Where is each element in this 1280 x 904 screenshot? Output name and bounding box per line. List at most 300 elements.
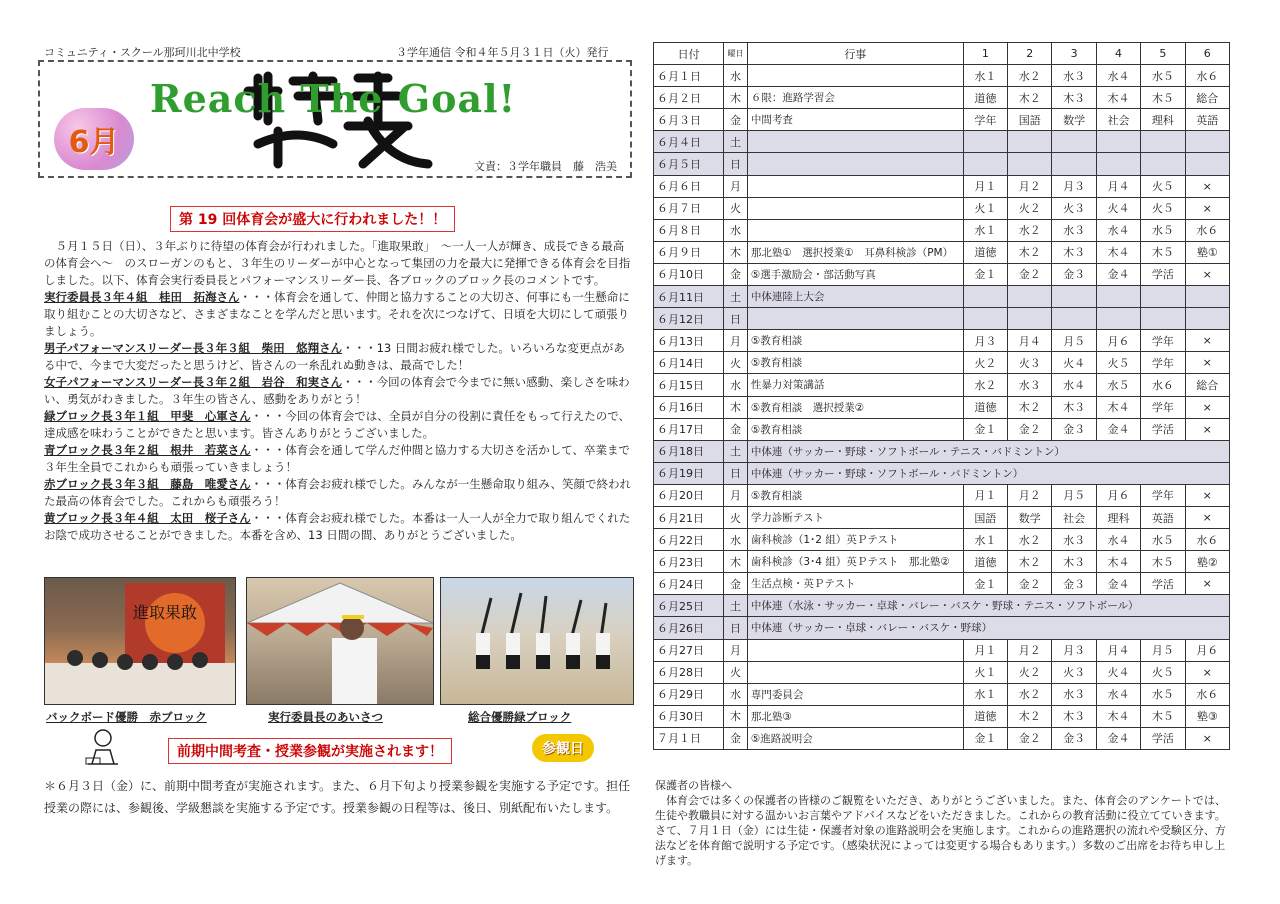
cell-period-4: 木４ [1096, 705, 1140, 727]
col-header-period-2: 2 [1008, 43, 1052, 65]
table-row [654, 352, 1230, 374]
cell-period-3: 月３ [1052, 175, 1096, 197]
cell-day: 火 [724, 506, 748, 528]
cell-date: ６月26日 [654, 617, 724, 639]
cell-period-3: 金３ [1052, 418, 1096, 440]
cell-period-4: 社会 [1096, 109, 1140, 131]
comment-name: 黄ブロック長３年４組 太田 桜子さん [44, 511, 251, 525]
cell-day: 火 [724, 197, 748, 219]
col-header-period-4: 4 [1096, 43, 1140, 65]
cell-period-2: 木２ [1008, 551, 1052, 573]
table-row [654, 109, 1230, 131]
cell-period-1: 道徳 [963, 241, 1007, 263]
cell-period-3: 月５ [1052, 484, 1096, 506]
cell-period-6: 英語 [1185, 109, 1229, 131]
comment-item [44, 442, 634, 476]
table-row [654, 617, 1230, 639]
cell-period-4: 金４ [1096, 573, 1140, 595]
cell-date: ６月５日 [654, 153, 724, 175]
cell-period-5: 木５ [1141, 705, 1185, 727]
student-studying-icon [80, 724, 126, 768]
month-label: 6月 [68, 125, 120, 160]
article-heading-exam: 前期中間考査・授業参観が実施されます！ [168, 738, 452, 764]
cell-date: ７月１日 [654, 727, 724, 749]
cell-period-6: × [1185, 352, 1229, 374]
cell-period-4: 火４ [1096, 661, 1140, 683]
cell-period-1: 水１ [963, 529, 1007, 551]
comment-text: ・・・体育会お疲れ様でした。本番は一人一人が全力で取り組んでくれたお陰で成功させることができました。本番を含め、13 日間の間、ありがとうございました。 [44, 511, 631, 542]
cell-event [747, 308, 963, 330]
table-row [654, 462, 1230, 484]
comment-name: 女子パフォーマンスリーダー長３年２組 岩谷 和実さん [44, 375, 343, 389]
article-body-exam: ＊６月３日（金）に、前期中間考査が実施されます。また、６月下旬より授業参観を実施する予定です。担任授業の際には、参観後、学級懇談を実施する予定です。授業参観の日程等は、後日、別紙配布いたします。 [44, 779, 631, 815]
cell-day: 日 [724, 153, 748, 175]
cell-period-2: 木２ [1008, 705, 1052, 727]
table-row [654, 705, 1230, 727]
cell-date: ６月28日 [654, 661, 724, 683]
cell-event: 中体連（サッカー・野球・ソフトボール・バドミントン） [747, 462, 1229, 484]
cell-period-2: 月２ [1008, 639, 1052, 661]
cell-period-3: 水３ [1052, 65, 1096, 87]
cell-day: 金 [724, 109, 748, 131]
table-row [654, 506, 1230, 528]
cell-period-2: 木２ [1008, 241, 1052, 263]
cell-period-4 [1096, 308, 1140, 330]
dance-illustration [441, 578, 633, 704]
col-header-period-6: 6 [1185, 43, 1229, 65]
cell-period-3: 数学 [1052, 109, 1096, 131]
comment-item [44, 510, 634, 544]
cell-period-4 [1096, 131, 1140, 153]
cell-event: 中体連（サッカー・卓球・バレー・バスケ・野球） [747, 617, 1229, 639]
cell-period-6 [1185, 131, 1229, 153]
cell-day: 土 [724, 595, 748, 617]
cell-date: ６月９日 [654, 241, 724, 263]
cell-period-2: 数学 [1008, 506, 1052, 528]
cell-date: ６月14日 [654, 352, 724, 374]
cell-day: 水 [724, 219, 748, 241]
cell-period-6: × [1185, 484, 1229, 506]
cell-period-3: 月５ [1052, 330, 1096, 352]
cell-event [747, 219, 963, 241]
cell-period-2: 木２ [1008, 396, 1052, 418]
cell-period-1: 道徳 [963, 705, 1007, 727]
cell-event: ⑤教育相談 [747, 418, 963, 440]
cell-period-2 [1008, 308, 1052, 330]
cell-period-2: 月２ [1008, 175, 1052, 197]
cell-day: 土 [724, 286, 748, 308]
cell-date: ６月15日 [654, 374, 724, 396]
cell-day: 日 [724, 462, 748, 484]
cell-period-1: 水１ [963, 65, 1007, 87]
cell-day: 月 [724, 639, 748, 661]
cell-event: 那北塾① 選択授業① 耳鼻科検診（PM） [747, 241, 963, 263]
cell-period-4: 火５ [1096, 352, 1140, 374]
cell-period-1: 道徳 [963, 396, 1007, 418]
cell-period-2: 金２ [1008, 263, 1052, 285]
cell-date: ６月20日 [654, 484, 724, 506]
cell-period-5 [1141, 153, 1185, 175]
cell-date: ６月３日 [654, 109, 724, 131]
cell-date: ６月８日 [654, 219, 724, 241]
cell-period-4: 金４ [1096, 263, 1140, 285]
cell-day: 木 [724, 241, 748, 263]
cell-period-5: 火５ [1141, 661, 1185, 683]
article-intro: ５月１５日（日）、３年ぶりに待望の体育会が行われました。「進取果敢」 ～一人一人が輝き、成長できる最高の体育会へ～ のスローガンのもと、３年生のリーダーが中心となって集団の力を最大に発揮できる体育会を目指しました。以下、体育会実行委員長とパフォーマンスリーダー長、各ブロックのブロック長のコメントです。 [44, 239, 631, 287]
cell-period-3: 水３ [1052, 529, 1096, 551]
article-body-sports-day [44, 238, 634, 544]
cell-period-3: 火３ [1052, 661, 1096, 683]
speech-illustration [247, 578, 433, 704]
cell-date: ６月24日 [654, 573, 724, 595]
parents-note-text: 体育会では多くの保護者の皆様のご観覧をいただき、ありがとうございました。また、体育会のアンケートでは、生徒や教職員に対する温かいお言葉やアドバイスなどをいただきました。これからの教育活動に役立てていきます。さて、７月１日（金）には生徒・保護者対象の進路説明会を実施します。これからの進路選択の流れや受験区分、方法などを体育館で説明する予定です。（感染状況によっては変更する場合もあります。）多数のご出席をお待ち申し上げます。 [655, 794, 1226, 867]
cell-period-3: 月３ [1052, 639, 1096, 661]
cell-period-6: × [1185, 263, 1229, 285]
cell-event: ⑤進路説明会 [747, 727, 963, 749]
cell-day: 月 [724, 484, 748, 506]
cell-period-1: 月１ [963, 175, 1007, 197]
cell-period-6: 水６ [1185, 65, 1229, 87]
cell-period-4: 月６ [1096, 484, 1140, 506]
cell-period-4: 理科 [1096, 506, 1140, 528]
cell-period-6 [1185, 308, 1229, 330]
cell-event: 中体連（水泳・サッカー・卓球・バレー・バスケ・野球・テニス・ソフトボール） [747, 595, 1229, 617]
photo-overall-winner [440, 577, 634, 705]
school-name: コミュニティ・スクール那珂川北中学校 [44, 46, 241, 59]
cell-period-4 [1096, 286, 1140, 308]
cell-event: 那北塾③ [747, 705, 963, 727]
cell-day: 水 [724, 529, 748, 551]
cell-event [747, 131, 963, 153]
cell-period-5: 学年 [1141, 352, 1185, 374]
cell-period-6: 塾② [1185, 551, 1229, 573]
comment-item [44, 374, 634, 408]
cell-period-2: 火２ [1008, 197, 1052, 219]
table-row [654, 87, 1230, 109]
cell-period-3 [1052, 286, 1096, 308]
cell-period-1: 金１ [963, 573, 1007, 595]
cell-period-2: 水２ [1008, 219, 1052, 241]
cell-date: ６月11日 [654, 286, 724, 308]
cell-period-2: 国語 [1008, 109, 1052, 131]
cell-date: ６月22日 [654, 529, 724, 551]
cell-event: ⑤教育相談 [747, 484, 963, 506]
cell-day: 日 [724, 617, 748, 639]
cell-period-1: 金１ [963, 263, 1007, 285]
cell-period-5: 学活 [1141, 727, 1185, 749]
comment-item [44, 340, 634, 374]
table-row [654, 330, 1230, 352]
cell-day: 水 [724, 65, 748, 87]
cell-event: ⑤教育相談 [747, 352, 963, 374]
cell-date: ６月12日 [654, 308, 724, 330]
cell-period-1: 学年 [963, 109, 1007, 131]
cell-day: 木 [724, 87, 748, 109]
comment-text: ・・・体育会を通して学んだ仲間と協力する大切さを活かして、卒業まで３年生全員でこれからも頑張っていきましょう！ [44, 443, 631, 474]
cell-period-1: 水１ [963, 219, 1007, 241]
cell-period-5 [1141, 308, 1185, 330]
cell-day: 火 [724, 661, 748, 683]
cell-period-6: × [1185, 573, 1229, 595]
table-header-row [654, 43, 1230, 65]
photo-chairman-speech [246, 577, 434, 705]
schedule-table [653, 42, 1230, 750]
col-header-period-1: 1 [963, 43, 1007, 65]
comment-text: ・・・今回の体育会では、全員が自分の役割に責任をもって行えたので、達成感を味わうことができたと思います。皆さんありがとうございました。 [44, 409, 631, 440]
cell-period-4: 木４ [1096, 396, 1140, 418]
cell-period-3: 木３ [1052, 551, 1096, 573]
cell-period-4: 水４ [1096, 65, 1140, 87]
comment-text: ・・・13 日間お疲れ様でした。いろいろな変更点がある中で、今まで大変だったと思うけど、皆さんの一糸乱れぬ動きは、最高でした！ [44, 341, 625, 372]
table-row [654, 175, 1230, 197]
cell-event [747, 65, 963, 87]
photo-caption-1: バックボード優勝 赤ブロック [46, 710, 207, 724]
cell-day: 木 [724, 705, 748, 727]
cell-date: ６月17日 [654, 418, 724, 440]
cell-period-6: × [1185, 661, 1229, 683]
cell-period-2: 金２ [1008, 573, 1052, 595]
cell-period-6: 総合 [1185, 87, 1229, 109]
cell-period-2: 金２ [1008, 727, 1052, 749]
cell-date: ６月２日 [654, 87, 724, 109]
table-row [654, 286, 1230, 308]
cell-period-6: × [1185, 506, 1229, 528]
cell-period-3: 金３ [1052, 263, 1096, 285]
table-row [654, 65, 1230, 87]
cell-event: 生活点検・英Ｐテスト [747, 573, 963, 595]
cell-period-5: 理科 [1141, 109, 1185, 131]
comment-text: ・・・体育会お疲れ様でした。みんなが一生懸命取り組み、笑顔で終われた最高の体育会でした。これからも頑張ろう！ [44, 477, 631, 508]
cell-period-3: 金３ [1052, 727, 1096, 749]
cell-period-1: 火１ [963, 661, 1007, 683]
cell-event: 専門委員会 [747, 683, 963, 705]
table-row [654, 529, 1230, 551]
cell-date: ６月18日 [654, 440, 724, 462]
cell-period-6: × [1185, 727, 1229, 749]
table-row [654, 661, 1230, 683]
backboard-text: 進取果敢 [133, 603, 198, 622]
cell-period-3: 水３ [1052, 683, 1096, 705]
comment-item [44, 476, 634, 510]
cell-period-4: 水４ [1096, 529, 1140, 551]
table-row [654, 263, 1230, 285]
cell-period-2: 月２ [1008, 484, 1052, 506]
table-row [654, 683, 1230, 705]
table-row [654, 241, 1230, 263]
table-row [654, 396, 1230, 418]
cell-event: 中体連陸上大会 [747, 286, 963, 308]
issue-date: ３学年通信 令和４年５月３１日（火）発行 [396, 46, 609, 59]
cell-period-5: 学活 [1141, 573, 1185, 595]
cell-period-4: 水５ [1096, 374, 1140, 396]
cell-period-6: × [1185, 418, 1229, 440]
cell-date: ６月25日 [654, 595, 724, 617]
cell-period-2: 火２ [1008, 661, 1052, 683]
cell-period-5: 水５ [1141, 529, 1185, 551]
cell-day: 水 [724, 374, 748, 396]
cell-period-2 [1008, 131, 1052, 153]
cell-period-5 [1141, 131, 1185, 153]
cell-period-6: 総合 [1185, 374, 1229, 396]
cell-period-4: 金４ [1096, 727, 1140, 749]
cell-period-3: 社会 [1052, 506, 1096, 528]
cell-period-3: 水３ [1052, 219, 1096, 241]
cell-date: ６月29日 [654, 683, 724, 705]
cell-period-6: 水６ [1185, 219, 1229, 241]
cell-period-5: 水５ [1141, 65, 1185, 87]
cell-period-5: 木５ [1141, 551, 1185, 573]
photo-caption-2: 実行委員長のあいさつ [268, 710, 383, 724]
cell-period-2: 水２ [1008, 529, 1052, 551]
cell-period-5: 水５ [1141, 219, 1185, 241]
cell-event: ⑤教育相談 [747, 330, 963, 352]
col-header-day: 曜日 [724, 43, 748, 65]
photo-backboard [44, 577, 236, 705]
table-row [654, 308, 1230, 330]
cell-event: 学力診断テスト [747, 506, 963, 528]
cell-period-6: 塾① [1185, 241, 1229, 263]
cell-period-5: 英語 [1141, 506, 1185, 528]
comment-name: 緑ブロック長３年１組 甲斐 心軍さん [44, 409, 251, 423]
cell-period-6: × [1185, 197, 1229, 219]
cell-period-4: 木４ [1096, 551, 1140, 573]
article-heading-sports-day: 第 19 回体育会が盛大に行われました！！ [170, 206, 455, 232]
comment-name: 青ブロック長３年２組 根井 若菜さん [44, 443, 251, 457]
cell-period-5: 火５ [1141, 197, 1185, 219]
cell-period-3: 木３ [1052, 705, 1096, 727]
cell-period-3 [1052, 308, 1096, 330]
table-row [654, 440, 1230, 462]
newsletter-title: Reach The Goal! [150, 76, 517, 121]
cell-period-1: 金１ [963, 727, 1007, 749]
cell-day: 月 [724, 330, 748, 352]
cell-period-4: 金４ [1096, 418, 1140, 440]
cell-period-6: 月６ [1185, 639, 1229, 661]
cell-period-1: 水１ [963, 683, 1007, 705]
cell-period-2: 水３ [1008, 374, 1052, 396]
cell-event: 性暴力対策講話 [747, 374, 963, 396]
cell-date: ６月23日 [654, 551, 724, 573]
cell-period-2: 金２ [1008, 418, 1052, 440]
comment-name: 赤ブロック長３年３組 藤島 唯愛さん [44, 477, 251, 491]
photo-caption-3: 総合優勝緑ブロック [468, 710, 572, 724]
cell-period-4: 木４ [1096, 87, 1140, 109]
cell-period-5: 学活 [1141, 263, 1185, 285]
table-row [654, 131, 1230, 153]
cell-period-2 [1008, 153, 1052, 175]
cell-period-5: 学年 [1141, 484, 1185, 506]
cell-date: ６月10日 [654, 263, 724, 285]
cell-period-1: 月１ [963, 639, 1007, 661]
parents-note-heading: 保護者の皆様へ [655, 779, 732, 792]
col-header-period-3: 3 [1052, 43, 1096, 65]
cell-event [747, 153, 963, 175]
cell-period-6: 水６ [1185, 529, 1229, 551]
cell-period-6 [1185, 286, 1229, 308]
cell-period-4: 火４ [1096, 197, 1140, 219]
cell-period-6: × [1185, 396, 1229, 418]
cell-event [747, 661, 963, 683]
cell-period-3: 木３ [1052, 87, 1096, 109]
cell-day: 土 [724, 440, 748, 462]
cell-period-2: 木２ [1008, 87, 1052, 109]
cell-period-3: 火３ [1052, 197, 1096, 219]
cell-date: ６月４日 [654, 131, 724, 153]
cell-period-1: 火２ [963, 352, 1007, 374]
cell-period-6: × [1185, 330, 1229, 352]
cell-period-6: 水６ [1185, 683, 1229, 705]
author-credit: 文責：３学年職員 藤 浩美 [474, 160, 617, 173]
cell-period-5: 木５ [1141, 241, 1185, 263]
table-row [654, 374, 1230, 396]
cell-day: 水 [724, 683, 748, 705]
table-row [654, 484, 1230, 506]
cell-event: 中間考査 [747, 109, 963, 131]
cell-date: ６月６日 [654, 175, 724, 197]
table-row [654, 551, 1230, 573]
cell-event [747, 639, 963, 661]
cell-day: 木 [724, 396, 748, 418]
cell-period-1: 水２ [963, 374, 1007, 396]
cell-date: ６月21日 [654, 506, 724, 528]
cell-date: ６月30日 [654, 705, 724, 727]
cell-period-2 [1008, 286, 1052, 308]
cell-day: 月 [724, 175, 748, 197]
cell-date: ６月１日 [654, 65, 724, 87]
cell-period-1 [963, 308, 1007, 330]
cell-date: ６月27日 [654, 639, 724, 661]
cell-event: ⑤選手激励会・部活動写真 [747, 263, 963, 285]
cell-period-1: 金１ [963, 418, 1007, 440]
cell-period-1: 月３ [963, 330, 1007, 352]
table-row [654, 595, 1230, 617]
cell-period-2: 火３ [1008, 352, 1052, 374]
table-row [654, 418, 1230, 440]
cell-period-3 [1052, 131, 1096, 153]
cell-event: 歯科検診（3･4 組）英Ｐテスト 那北塾② [747, 551, 963, 573]
cell-period-4: 月６ [1096, 330, 1140, 352]
cell-day: 火 [724, 352, 748, 374]
cell-period-6: × [1185, 175, 1229, 197]
table-row [654, 639, 1230, 661]
month-flower-badge [54, 108, 134, 170]
cell-period-5: 木５ [1141, 87, 1185, 109]
cell-period-4: 月４ [1096, 639, 1140, 661]
cell-date: ６月13日 [654, 330, 724, 352]
comment-text: ・・・今回の体育会で今までに無い感動、楽しさを味わい、勇気がわきました。３年生の皆さん、感動をありがとう！ [44, 375, 630, 406]
cell-event: 中体連（サッカー・野球・ソフトボール・テニス・バドミントン） [747, 440, 1229, 462]
col-header-event: 行事 [747, 43, 963, 65]
comment-item [44, 289, 634, 340]
cell-period-3 [1052, 153, 1096, 175]
cell-period-5: 水６ [1141, 374, 1185, 396]
cell-period-1: 道徳 [963, 551, 1007, 573]
comment-item [44, 408, 634, 442]
cell-date: ６月16日 [654, 396, 724, 418]
parents-note [655, 778, 1230, 868]
cell-period-6: 塾③ [1185, 705, 1229, 727]
cell-period-5: 水５ [1141, 683, 1185, 705]
cell-period-1: 道徳 [963, 87, 1007, 109]
table-row [654, 153, 1230, 175]
cell-event: 歯科検診（1･2 組）英Ｐテスト [747, 529, 963, 551]
cell-period-2: 水２ [1008, 65, 1052, 87]
cell-period-5: 学活 [1141, 418, 1185, 440]
table-row [654, 219, 1230, 241]
open-class-badge: 参観日 [532, 734, 594, 762]
col-header-period-5: 5 [1141, 43, 1185, 65]
cell-period-3: 金３ [1052, 573, 1096, 595]
